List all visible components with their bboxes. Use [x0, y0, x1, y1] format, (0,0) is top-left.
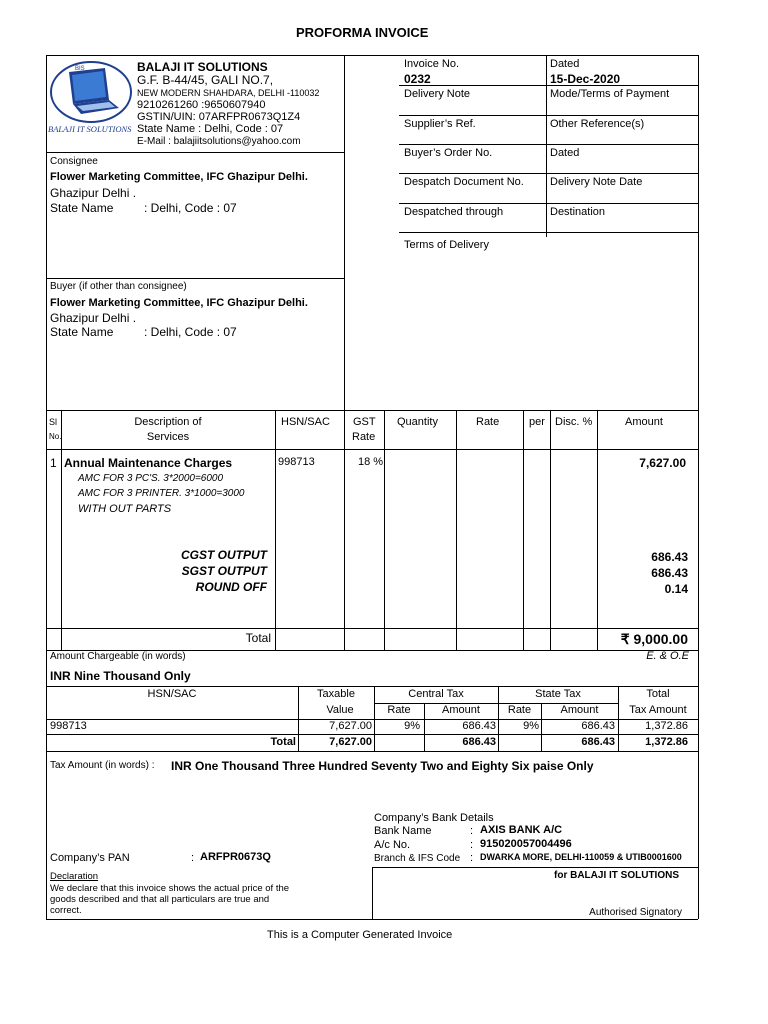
item-hsn: 998713 — [278, 456, 315, 468]
item-sub-line1: AMC FOR 3 PC'S. 3*2000=6000 — [78, 473, 224, 484]
col-hsn: HSN/SAC — [281, 416, 330, 428]
pan-value: ARFPR0673Q — [200, 851, 271, 863]
footer-note: This is a Computer Generated Invoice — [267, 929, 453, 941]
tax-row-central-rate: 9% — [404, 720, 420, 732]
bank-branch-ifsc: DWARKA MORE, DELHI-110059 & UTIB0001600 — [480, 852, 682, 862]
tax-words-label: Tax Amount (in words) : — [50, 760, 155, 771]
other-ref-label: Other Reference(s) — [550, 118, 645, 130]
declaration-title: Declaration — [50, 871, 99, 882]
col-per: per — [529, 416, 545, 428]
consignee-city: Ghazipur Delhi . — [50, 186, 137, 200]
bank-account-label: A/c No. — [374, 839, 411, 851]
col-desc-line2: Services — [146, 431, 190, 443]
page-title: PROFORMA INVOICE — [296, 25, 429, 40]
destination-label: Destination — [550, 206, 606, 218]
tax-row-state-rate: 9% — [523, 720, 539, 732]
eoe-label: E. & O.E — [646, 650, 689, 662]
round-off-amount: 0.14 — [664, 582, 688, 596]
col-desc-line1: Description of — [134, 416, 202, 428]
consignee-name: Flower Marketing Committee, IFC Ghazipur Delhi. — [50, 171, 308, 183]
tax-col-state: State Tax — [535, 688, 581, 700]
tax-col-taxable-line1: Taxable — [317, 688, 355, 700]
col-disc: Disc. % — [555, 416, 593, 428]
tax-col-total-line1: Total — [646, 688, 670, 700]
consignee-state-value: : Delhi, Code : 07 — [144, 201, 237, 215]
amount-in-words: INR Nine Thousand Only — [50, 669, 191, 683]
company-logo — [47, 58, 133, 138]
despatched-through-label: Despatched through — [404, 206, 504, 218]
col-gst-line2: Rate — [352, 431, 376, 443]
order-dated-label: Dated — [550, 147, 580, 159]
cgst-label: CGST OUTPUT — [181, 548, 267, 562]
authorised-signatory: Authorised Signatory — [589, 907, 682, 918]
buyer-label: Buyer (if other than consignee) — [50, 281, 187, 292]
col-gst-line1: GST — [353, 416, 376, 428]
invoice-no: 0232 — [404, 72, 431, 86]
bank-details-title: Company’s Bank Details — [374, 812, 494, 824]
tax-col-hsn: HSN/SAC — [147, 688, 197, 700]
dated-label: Dated — [550, 58, 580, 70]
tax-total-label: Total — [270, 736, 296, 748]
amount-words-label: Amount Chargeable (in words) — [50, 651, 186, 662]
sgst-amount: 686.43 — [651, 566, 688, 580]
buyer-state-label: State Name — [50, 325, 114, 339]
tax-total-central: 686.43 — [462, 736, 496, 748]
item-gst-rate: 18 % — [358, 456, 384, 468]
delivery-note-date-label: Delivery Note Date — [550, 176, 643, 188]
bank-account-number: 915020057004496 — [480, 838, 572, 850]
declaration-line1: We declare that this invoice shows the actual price of the — [50, 883, 290, 894]
svg-text:BALAJI IT SOLUTIONS: BALAJI IT SOLUTIONS — [48, 124, 132, 134]
col-amount: Amount — [625, 416, 663, 428]
bank-branch-label: Branch & IFS Code — [374, 853, 461, 864]
mode-terms-label: Mode/Terms of Payment — [550, 88, 670, 100]
tax-col-state-amount: Amount — [560, 704, 599, 716]
sgst-label: SGST OUTPUT — [181, 564, 267, 578]
tax-row-total: 1,372.86 — [645, 720, 688, 732]
seller-gstin: GSTIN/UIN: 07ARFPR0673Q1Z4 — [137, 111, 301, 123]
col-no: No. — [49, 432, 62, 441]
bank-account-colon: : — [470, 839, 474, 851]
item-sl: 1 — [50, 456, 57, 470]
seller-phone: 9210261260 :9650607940 — [137, 99, 266, 111]
buyers-order-label: Buyer’s Order No. — [404, 147, 493, 159]
bank-name-colon: : — [470, 825, 474, 837]
buyer-city: Ghazipur Delhi . — [50, 311, 137, 325]
tax-total-amount: 1,372.86 — [645, 736, 688, 748]
buyer-name: Flower Marketing Committee, IFC Ghazipur Delhi. — [50, 297, 308, 309]
tax-in-words: INR One Thousand Three Hundred Seventy Two and Eighty Six paise Only — [171, 759, 594, 773]
grand-total: ₹ 9,000.00 — [620, 631, 688, 647]
seller-email: E-Mail : balajiitsolutions@yahoo.com — [137, 136, 301, 147]
despatch-doc-label: Despatch Document No. — [404, 176, 524, 188]
tax-row-central-amount: 686.43 — [462, 720, 496, 732]
tax-row-hsn: 998713 — [50, 720, 87, 732]
item-amount: 7,627.00 — [639, 456, 686, 470]
total-label: Total — [245, 631, 271, 645]
tax-total-taxable: 7,627.00 — [329, 736, 372, 748]
item-sub-line2: AMC FOR 3 PRINTER. 3*1000=3000 — [78, 488, 245, 499]
tax-col-state-rate: Rate — [507, 704, 532, 716]
consignee-state-label: State Name — [50, 201, 114, 215]
tax-col-central: Central Tax — [408, 688, 464, 700]
svg-text:BIS: BIS — [75, 66, 85, 72]
invoice-date: 15-Dec-2020 — [550, 72, 621, 86]
signatory-company: for BALAJI IT SOLUTIONS — [554, 870, 679, 881]
pan-label: Company’s PAN — [50, 852, 130, 864]
invoice-no-label: Invoice No. — [404, 58, 460, 70]
col-sl: Sl — [49, 417, 58, 427]
tax-row-state-amount: 686.43 — [581, 720, 615, 732]
round-off-label: ROUND OFF — [195, 580, 267, 594]
col-quantity: Quantity — [397, 416, 438, 428]
col-rate: Rate — [476, 416, 500, 428]
seller-address-line1: G.F. B-44/45, GALI NO.7, — [137, 73, 274, 87]
seller-name: BALAJI IT SOLUTIONS — [137, 60, 268, 74]
declaration-line3: correct. — [50, 905, 82, 916]
item-description: Annual Maintenance Charges — [64, 456, 233, 470]
tax-row-taxable: 7,627.00 — [329, 720, 372, 732]
item-sub-line3: WITH OUT PARTS — [78, 503, 172, 515]
cgst-amount: 686.43 — [651, 550, 688, 564]
seller-address-line2: NEW MODERN SHAHDARA, DELHI -110032 — [137, 88, 320, 98]
suppliers-ref-label: Supplier’s Ref. — [404, 118, 476, 130]
tax-col-total-line2: Tax Amount — [629, 704, 687, 716]
declaration-line2: goods described and that all particulars are true and — [50, 894, 270, 905]
terms-delivery-label: Terms of Delivery — [404, 239, 489, 251]
buyer-state-value: : Delhi, Code : 07 — [144, 325, 237, 339]
tax-col-taxable-line2: Value — [326, 704, 354, 716]
tax-col-central-rate: Rate — [387, 704, 411, 716]
pan-colon: : — [191, 852, 195, 864]
bank-branch-colon: : — [470, 852, 474, 864]
bank-name: AXIS BANK A/C — [480, 824, 563, 836]
tax-total-state: 686.43 — [581, 736, 615, 748]
consignee-label: Consignee — [50, 156, 98, 167]
bank-name-label: Bank Name — [374, 825, 432, 837]
seller-state: State Name : Delhi, Code : 07 — [137, 123, 284, 135]
delivery-note-label: Delivery Note — [404, 88, 471, 100]
tax-col-central-amount: Amount — [442, 704, 480, 716]
